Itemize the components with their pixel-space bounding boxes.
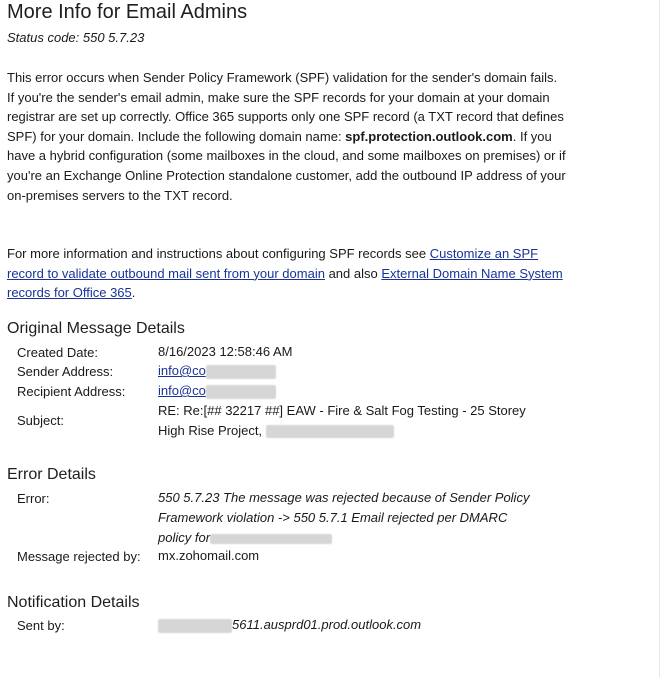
created-date-label: Created Date: (17, 345, 98, 360)
redacted-block (206, 365, 276, 379)
redacted-block (210, 534, 332, 544)
error-line-2: Framework violation -> 550 5.7.1 Email rejected per DMARC (158, 510, 508, 525)
page-title: More Info for Email Admins (7, 1, 248, 23)
redacted-block (266, 425, 394, 438)
external-dns-link[interactable]: External Domain Name System records for Office 365 (7, 265, 563, 301)
original-message-heading: Original Message Details (7, 320, 185, 337)
error-line-3 (158, 528, 529, 548)
sender-email-link[interactable]: info@co (158, 363, 206, 378)
subject-line-1: RE: Re:[## 32217 ##] EAW - Fire & Salt Fog Testing - 25 Storey (158, 403, 526, 418)
redacted-block (158, 619, 232, 633)
error-value (158, 488, 529, 548)
subject-value (158, 401, 526, 441)
sent-by-label: Sent by: (17, 618, 65, 633)
paragraph1-text-after: . If you have a hybrid configuration (some mailboxes in the cloud, and some mailboxes on premises) or if you're an Exchange Online Protection standalone customer, add the outbound IP address of your on-premises servers to the TXT record. (7, 128, 566, 203)
created-date-value: 8/16/2023 12:58:46 AM (158, 344, 293, 359)
error-label: Error: (17, 491, 50, 506)
error-line-3-text: policy for (158, 530, 211, 545)
recipient-email-link[interactable]: info@co (158, 383, 206, 398)
recipient-address-value (158, 381, 276, 401)
paragraph1-text-before: This error occurs when Sender Policy Framework (SPF) validation for the sender's domain fails. If you're the sender's email admin, make sure the SPF records for your domain at your domain registrar are set up correctly. Office 365 supports only one SPF record (a TXT record that defines SPF) for your domain. Include the following domain name: (7, 70, 564, 144)
subject-line-2 (158, 421, 526, 441)
right-border (659, 0, 660, 677)
message-rejected-value: mx.zohomail.com (158, 548, 260, 563)
paragraph2-text-before: For more information and instructions about configuring SPF records see (7, 246, 430, 261)
error-line-1: 550 5.7.23 The message was rejected because of Sender Policy (158, 490, 530, 505)
message-rejected-label: Message rejected by: (17, 549, 141, 564)
recipient-address-label: Recipient Address: (17, 384, 126, 399)
sender-address-value (158, 361, 276, 381)
spf-explanation-paragraph (7, 68, 567, 205)
error-details-heading: Error Details (7, 466, 96, 483)
sent-by-server: 5611.ausprd01.prod.outlook.com (232, 617, 422, 632)
status-code: Status code: 550 5.7.23 (7, 30, 145, 45)
sender-address-label: Sender Address: (17, 364, 114, 379)
spf-domain: spf.protection.outlook.com (345, 128, 513, 144)
notification-details-heading: Notification Details (7, 594, 140, 611)
customize-spf-link[interactable]: Customize an SPF record to validate outbound mail sent from your domain (7, 246, 539, 281)
subject-line-2-text: High Rise Project, (158, 423, 263, 438)
sent-by-value (158, 615, 421, 635)
subject-label: Subject: (17, 413, 64, 428)
redacted-block (206, 385, 276, 399)
paragraph2-text-after: . (131, 285, 136, 301)
paragraph2-text-middle: and also (324, 265, 382, 281)
more-info-paragraph (7, 244, 567, 303)
